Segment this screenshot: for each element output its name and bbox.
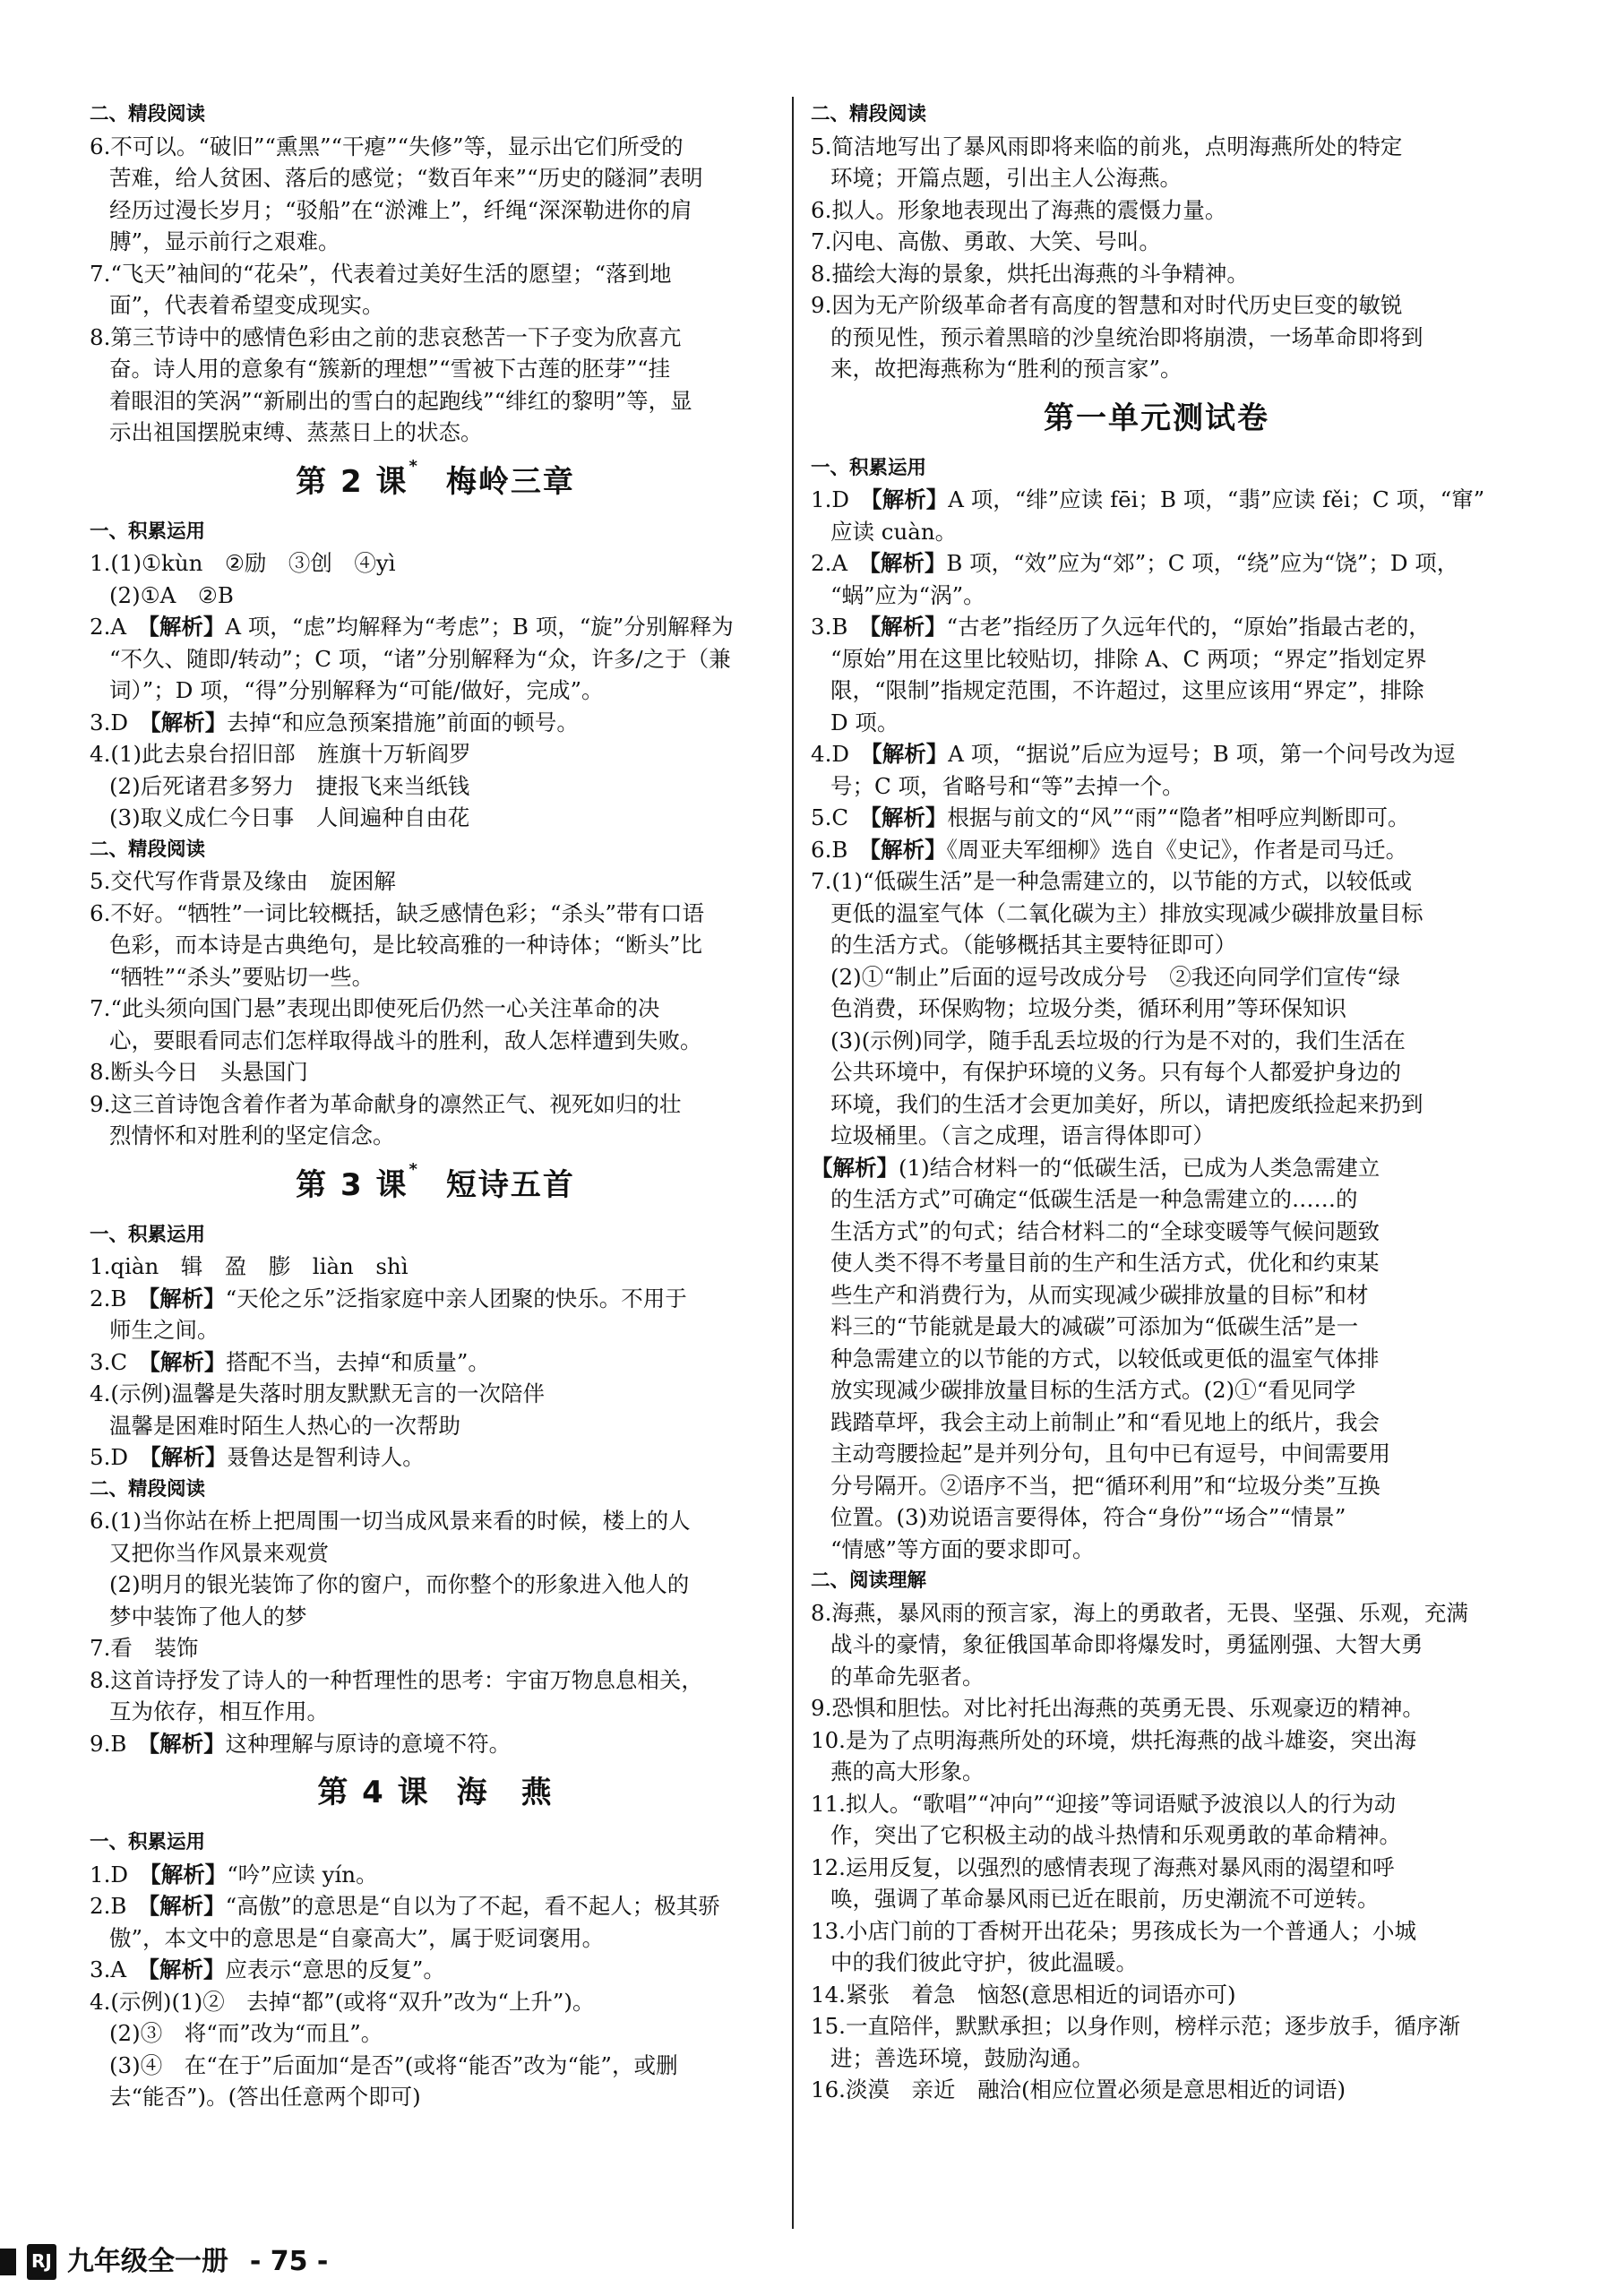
analysis-tag: 【解析】 <box>871 741 949 767</box>
answer-subitem <box>811 961 1502 1025</box>
answer-item <box>90 1859 781 1891</box>
lesson-name: 海 燕 <box>456 1775 554 1810</box>
answer-line: 4.(示例)温馨是失落时朋友默默无言的一次陪伴 <box>90 1380 545 1406</box>
answer-choice: 5.C <box>811 804 871 830</box>
answer-item <box>811 1788 1502 1852</box>
analysis-tag: 【解析】 <box>869 550 947 576</box>
answer-item <box>811 865 1502 961</box>
lesson-title <box>90 449 781 516</box>
answer-line: 6.不可以。“破旧”“熏黑”“干瘪”“失修”等，显示出它们所受的 <box>90 133 684 159</box>
analysis-tag: 【解析】 <box>148 1285 226 1311</box>
answer-line: 示出祖国摆脱束缚、蒸蒸日上的状态。 <box>109 419 483 445</box>
answer-line: 环境，我们的生活才会更加美好，所以，请把废纸捡起来扔到 <box>830 1090 1423 1117</box>
answer-item <box>90 1728 781 1760</box>
answer-line: 5.交代写作背景及缘由 旋困解 <box>90 868 396 894</box>
answer-choice: 1.D <box>811 486 872 512</box>
answer-item <box>90 898 781 993</box>
answer-line: 经历过漫长岁月；“驳船”在“淤滩上”，纤绳“深深勒进你的肩 <box>109 196 692 223</box>
lesson-title <box>90 1152 781 1219</box>
answer-line-row <box>811 738 1502 770</box>
lesson-name: 梅岭三章 <box>445 463 575 500</box>
answer-item <box>811 1597 1502 1693</box>
analysis-tag: 【解析】 <box>150 1444 228 1470</box>
answer-item <box>811 484 1502 547</box>
answer-line: 又把你当作风景来观赏 <box>109 1539 329 1566</box>
answer-line: 梦中装饰了他人的梦 <box>109 1603 307 1630</box>
answer-line: 4.(1)此去泉台招旧部 旌旗十万斩阎罗 <box>90 741 471 767</box>
answer-line-row <box>811 611 1502 643</box>
answer-subitem <box>90 802 781 834</box>
answer-subitem <box>90 2017 781 2050</box>
answer-item <box>90 322 781 449</box>
answer-line: 燕的高大形象。 <box>830 1759 985 1784</box>
answer-item <box>90 1664 781 1728</box>
answer-line: “蜗”应为“涡”。 <box>830 581 985 608</box>
answer-line: 的生活方式”可确定“低碳生活是一种急需建立的……的 <box>830 1186 1358 1212</box>
answer-line: “高傲”的意思是“自以为了不起，看不起人；极其骄 <box>225 1893 720 1919</box>
answer-line: 6.(1)当你站在桥上把周围一切当成风景来看的时候，楼上的人 <box>90 1508 691 1534</box>
analysis-tag: 【解析】 <box>150 709 228 735</box>
answer-line: 7.“飞天”袖间的“花朵”，代表着过美好生活的愿望；“落到地 <box>90 260 672 287</box>
answer-line: 12.运用反复，以强烈的感情表现了海燕对暴风雨的渴望和呼 <box>811 1853 1395 1880</box>
answer-choice: 5.D <box>90 1444 151 1470</box>
answer-item <box>811 131 1502 194</box>
answer-subitem <box>90 580 781 612</box>
answer-line: 战斗的豪情，象征俄国革命即将爆发时，勇猛刚强、大智大勇 <box>830 1631 1423 1657</box>
analysis-tag: 【解析】 <box>870 804 948 830</box>
answer-line: 9.这三首诗饱含着作者为革命献身的凛然正气、视死如归的壮 <box>90 1090 682 1117</box>
analysis-tag: 【解析】 <box>149 1348 227 1375</box>
right-column <box>811 99 1502 2106</box>
answer-line: 公共环境中，有保护环境的义务。只有每个人都爱护身边的 <box>830 1059 1401 1085</box>
answer-line: 些生产和消费行为，从而实现减少碳排放量的目标”和材 <box>830 1281 1369 1308</box>
answer-line: 互为依存，相互作用。 <box>109 1698 329 1724</box>
self-study-mark-icon: * <box>409 1159 419 1179</box>
answer-line: 色彩，而本诗是古典绝句，是比较高雅的一种诗体；“断头”比 <box>109 932 703 958</box>
answer-line: 垃圾桶里。（言之成理，语言得体即可） <box>830 1122 1215 1148</box>
answer-line: 料三的“节能就是最大的减碳”可添加为“低碳生活”是一 <box>830 1313 1359 1339</box>
answer-line: 中的我们彼此守护，彼此温暖。 <box>830 1949 1138 1975</box>
subject-mark-icon <box>0 2249 16 2275</box>
answer-subitem <box>90 2050 781 2113</box>
answer-line: 5.简洁地写出了暴风雨即将来临的前兆，点明海燕所处的特定 <box>811 133 1403 159</box>
answer-item <box>811 226 1502 258</box>
answer-line: 应表示“意思的反复”。 <box>225 1956 445 1982</box>
answer-line: 7.闪电、高傲、勇敢、大笑、号叫。 <box>811 228 1161 254</box>
answer-line: (2)①A ②B <box>109 581 234 608</box>
analysis-tag: 【解析】 <box>871 486 949 512</box>
answer-line: 号；C 项，省略号和“等”去掉一个。 <box>830 772 1184 799</box>
answer-line: 7.(1)“低碳生活”是一种急需建立的，以节能的方式，以较低或 <box>811 868 1413 894</box>
answer-line: 膊”，显示前行之艰难。 <box>109 228 340 254</box>
left-column <box>90 99 781 2113</box>
section-heading: 一、积累运用 <box>90 1223 206 1246</box>
answer-line: 环境；开篇点题，引出主人公海燕。 <box>830 165 1182 191</box>
answer-item <box>90 611 781 707</box>
section-heading: 二、阅读理解 <box>811 1569 927 1592</box>
answer-line: (3)④ 在“在于”后面加“是否”(或将“能否”改为“能”，或删 <box>109 2051 678 2078</box>
answer-line: 搭配不当，去掉“和质量”。 <box>226 1348 490 1375</box>
answer-item <box>90 1378 781 1410</box>
answer-line: “情感”等方面的要求即可。 <box>830 1535 1095 1562</box>
answer-choice: 4.D <box>811 741 872 767</box>
lesson-title <box>811 385 1502 452</box>
answer-line: 15.一直陪伴，默默承担；以身作则，榜样示范；逐步放手，循序渐 <box>811 2013 1460 2039</box>
answer-line: 6.不好。“牺牲”一词比较概括，缺乏感情色彩；“杀头”带有口语 <box>90 899 704 926</box>
answer-line: 的革命先驱者。 <box>830 1663 985 1690</box>
answer-line-row <box>90 1954 781 1986</box>
analysis-tag: 【解析】 <box>869 614 947 640</box>
answer-choice: 2.B <box>90 1285 149 1311</box>
answer-line: 践踏草坪，我会主动上前制止”和“看见地上的纸片，我会 <box>830 1408 1380 1435</box>
answer-choice: 1.D <box>90 1861 151 1888</box>
answer-choice: 3.C <box>90 1348 150 1375</box>
answer-item <box>90 258 781 322</box>
answer-line: 9.恐惧和胆怯。对比衬托出海燕的英勇无畏、乐观豪迈的精神。 <box>811 1695 1424 1721</box>
answer-line: 生活方式”的句式；结合材料二的“全球变暖等气候问题致 <box>830 1217 1380 1244</box>
answer-line: 烈情怀和对胜利的坚定信念。 <box>109 1122 395 1148</box>
answer-line: 更低的温室气体（二氧化碳为主）排放实现减少碳排放量目标 <box>830 899 1423 926</box>
analysis-tag: 【解析】 <box>148 614 226 640</box>
answer-line: 种急需建立的以节能的方式，以较低或更低的温室气体排 <box>830 1345 1380 1372</box>
answer-line: 这种理解与原诗的意境不符。 <box>225 1730 512 1757</box>
answer-choice: 3.B <box>811 614 870 640</box>
answer-item <box>90 1505 781 1569</box>
answer-line: 10.是为了点明海燕所处的环境，烘托海燕的战斗雄姿，突出海 <box>811 1726 1416 1753</box>
answer-line-row <box>811 1152 1502 1184</box>
answer-line: 位置。(3)劝说语言要得体，符合“身份”“场合”“情景” <box>830 1504 1346 1530</box>
answer-line: A 项，“据说”后应为逗号；B 项，第一个问号改为逗 <box>948 741 1456 767</box>
answer-item <box>90 1890 781 1954</box>
answer-line: 的预见性，预示着黑暗的沙皇统治即将崩溃，一场革命即将到 <box>830 323 1423 350</box>
answer-item <box>811 2074 1502 2106</box>
grade-label: 九年级全一册 <box>66 2246 228 2278</box>
answer-line: 温馨是困难时陌生人热心的一次帮助 <box>109 1412 460 1439</box>
answer-item <box>90 865 781 898</box>
answer-line: 8.这首诗抒发了诗人的一种哲理性的思考：宇宙万物息息相关， <box>90 1666 703 1693</box>
answer-line: (2)后死诸君多努力 捷报飞来当纸钱 <box>109 772 470 799</box>
answer-line: 去掉“和应急预案措施”前面的顿号。 <box>227 709 579 735</box>
answer-line: 进；善选环境，鼓励沟通。 <box>830 2044 1094 2071</box>
answer-line: 唤，强调了革命暴风雨已近在眼前，历史潮流不可逆转。 <box>830 1886 1380 1912</box>
answer-line: 傲”，本文中的意思是“自豪高大”，属于贬词褒用。 <box>109 1924 605 1951</box>
answer-item <box>811 2010 1502 2074</box>
answer-line: 心，要眼看同志们怎样取得战斗的胜利，敌人怎样遭到失败。 <box>109 1027 702 1053</box>
page-footer <box>0 2244 328 2280</box>
answer-item <box>811 1979 1502 2011</box>
answer-line: 14.紧张 着急 恼怒(意思相近的词语亦可) <box>811 1981 1236 2008</box>
analysis-tag: 【解析】 <box>811 1154 899 1181</box>
answer-line: (3)(示例)同学，随手乱丢垃圾的行为是不对的，我们生活在 <box>830 1027 1406 1053</box>
answer-line: 使人类不得不考量目前的生产和生活方式，优化和约束某 <box>830 1250 1380 1276</box>
answer-line: 苦难，给人贫困、落后的感觉；“数百年来”“历史的隧洞”表明 <box>109 165 703 191</box>
answer-line: 4.(示例)(1)② 去掉“都”(或将“双升”改为“上升”)。 <box>90 1988 595 2015</box>
answer-item <box>811 611 1502 738</box>
answer-item <box>811 1915 1502 1979</box>
answer-line: 应读 cuàn。 <box>830 518 958 545</box>
answer-line: 1.(1)①kùn ②励 ③创 ④yì <box>90 550 396 576</box>
answer-line: 6.拟人。形象地表现出了海燕的震慑力量。 <box>811 196 1227 223</box>
answer-line: 面”，代表着希望变成现实。 <box>109 292 384 318</box>
answer-line: (2)①“制止”后面的逗号改成分号 ②我还向同学们宣传“绿 <box>830 963 1400 990</box>
answer-line: “牺牲”“杀头”要贴切一些。 <box>109 963 374 990</box>
section-heading: 一、积累运用 <box>90 1831 206 1853</box>
answer-line: “吟”应读 yín。 <box>227 1861 378 1888</box>
answer-choice: 2.A <box>90 614 149 640</box>
answer-item <box>811 194 1502 227</box>
answer-item <box>90 1986 781 2018</box>
answer-line: 16.淡漠 亲近 融洽(相应位置必须是意思相近的词语) <box>811 2077 1346 2103</box>
answer-line: 来，故把海燕称为“胜利的预言家”。 <box>830 356 1183 382</box>
answer-item <box>811 1852 1502 1915</box>
answer-line-row <box>90 611 781 643</box>
section-heading: 二、精段阅读 <box>90 838 206 861</box>
answer-item <box>90 993 781 1056</box>
answer-line: 7.看 装饰 <box>90 1635 199 1661</box>
answer-line: 8.第三节诗中的感情色彩由之前的悲哀愁苦一下子变为欣喜亢 <box>90 323 682 350</box>
answer-item <box>90 1283 781 1346</box>
lesson-title <box>90 1759 781 1827</box>
answer-line: “天伦之乐”泛指家庭中亲人团聚的快乐。不用于 <box>225 1285 687 1311</box>
lesson-number: 第一单元测试卷 <box>1044 400 1269 436</box>
answer-choice: 2.A <box>811 550 870 576</box>
self-study-mark-icon: * <box>409 456 419 476</box>
edition-badge: RJ <box>27 2244 56 2280</box>
section-heading: 一、积累运用 <box>811 456 927 479</box>
answer-line-row <box>90 1728 781 1760</box>
answer-item <box>90 547 781 580</box>
answer-choice: 3.A <box>90 1956 149 1982</box>
answer-line: 去“能否”)。(答出任意两个即可) <box>109 2084 421 2110</box>
lesson-number: 第 4 课 <box>317 1775 430 1810</box>
answer-item <box>811 289 1502 385</box>
answer-item <box>90 1251 781 1283</box>
answer-line: 8.海燕，暴风雨的预言家，海上的勇敢者，无畏、坚强、乐观，充满 <box>811 1599 1468 1626</box>
answer-line: 根据与前文的“风”“雨”“隐者”相呼应判断即可。 <box>947 804 1410 830</box>
answer-line-row <box>90 707 781 739</box>
section-heading: 二、精段阅读 <box>90 103 206 125</box>
section-heading: 二、精段阅读 <box>811 103 927 125</box>
answer-line: 的生活方式。（能够概括其主要特征即可） <box>830 932 1237 958</box>
answer-line: “古老”指经历了久远年代的，“原始”指最古老的， <box>946 614 1431 640</box>
answer-line: 色消费，环保购物；垃圾分类，循环利用”等环保知识 <box>830 995 1347 1021</box>
answer-line: (2)明月的银光装饰了你的窗户，而你整个的形象进入他人的 <box>109 1571 690 1597</box>
answer-line: A 项，“绯”应读 fēi；B 项，“翡”应读 fěi；C 项，“窜” <box>948 486 1485 512</box>
answer-item <box>811 258 1502 290</box>
lesson-name: 短诗五首 <box>445 1166 575 1203</box>
answer-item <box>811 738 1502 802</box>
answer-line: 主动弯腰捡起”是并列分句，且句中已有逗号，中间需要用 <box>830 1440 1391 1466</box>
answer-line-row <box>90 1441 781 1474</box>
section-heading: 二、精段阅读 <box>90 1477 206 1501</box>
answer-item <box>90 1632 781 1664</box>
answer-line-row <box>90 1346 781 1379</box>
answer-item <box>811 547 1502 611</box>
lesson-number: 第 3 课 <box>296 1166 409 1203</box>
analysis-tag: 【解析】 <box>148 1956 226 1982</box>
answer-choice: 9.B <box>90 1730 149 1757</box>
answer-line-row <box>90 1890 781 1922</box>
answer-line: 13.小店门前的丁香树开出花朵；男孩成长为一个普通人；小城 <box>811 1917 1416 1944</box>
answer-line-row <box>90 1283 781 1315</box>
answer-line: 分号隔开。②语序不当，把“循环利用”和“垃圾分类”互换 <box>830 1472 1380 1499</box>
answer-line-row <box>90 1859 781 1891</box>
answer-item <box>811 802 1502 834</box>
column-divider <box>792 97 794 2229</box>
lesson-number: 第 2 课 <box>296 463 409 500</box>
answer-line: 限，“限制”指规定范围，不许超过，这里应该用“界定”，排除 <box>830 677 1424 703</box>
answer-item <box>811 1724 1502 1788</box>
answer-item <box>90 707 781 739</box>
answer-item <box>90 738 781 770</box>
answer-line-row <box>811 834 1502 866</box>
answer-choice: 2.B <box>90 1893 149 1919</box>
answer-choice: 6.B <box>811 836 870 863</box>
answer-line: (2)③ 将“而”改为“而且”。 <box>109 2020 383 2046</box>
answer-item <box>90 1088 781 1152</box>
answer-subitem <box>811 1025 1502 1152</box>
answer-subitem <box>90 1569 781 1632</box>
answer-line: 1.qiàn 辑 盈 膨 liàn shì <box>90 1253 409 1279</box>
answer-line: 11.拟人。“歌唱”“冲向”“迎接”等词语赋予波浪以人的行为动 <box>811 1790 1397 1817</box>
answer-line: (1)结合材料一的“低碳生活，已成为人类急需建立 <box>899 1154 1380 1181</box>
answer-item <box>811 1152 1502 1566</box>
section-heading: 一、积累运用 <box>90 520 206 543</box>
answer-line: 《周亚夫军细柳》选自《史记》，作者是司马迁。 <box>946 836 1408 863</box>
answer-line: 奋。诗人用的意象有“簇新的理想”“雪被下古莲的胚芽”“挂 <box>109 356 671 382</box>
analysis-tag: 【解析】 <box>869 836 947 863</box>
answer-line: A 项，“虑”均解释为“考虑”；B 项，“旋”分别解释为 <box>225 614 734 640</box>
answer-line: 着眼泪的笑涡”“新刷出的雪白的起跑线”“绯红的黎明”等，显 <box>109 387 692 414</box>
answer-line: 词）”；D 项，“得”分别解释为“可能/做好，完成”。 <box>109 677 604 703</box>
answer-item <box>90 1954 781 1986</box>
answer-line: “原始”用在这里比较贴切，排除 A、C 两项；“界定”指划定界 <box>830 645 1427 672</box>
answer-line-row <box>811 484 1502 516</box>
answer-line: (3)取义成仁今日事 人间遍种自由花 <box>109 804 470 830</box>
answer-line: 8.断头今日 头悬国门 <box>90 1059 308 1085</box>
analysis-tag: 【解析】 <box>150 1861 228 1888</box>
answer-line: 9.因为无产阶级革命者有高度的智慧和对时代历史巨变的敏锐 <box>811 292 1403 318</box>
answer-line: 放实现减少碳排放量目标的生活方式。(2)①“看见同学 <box>830 1377 1356 1403</box>
answer-item <box>90 131 781 258</box>
answer-subitem <box>90 1410 781 1442</box>
answer-subitem <box>90 770 781 803</box>
answer-line-row <box>811 802 1502 834</box>
answer-line: 8.描绘大海的景象，烘托出海燕的斗争精神。 <box>811 260 1249 287</box>
analysis-tag: 【解析】 <box>148 1730 226 1757</box>
answer-item <box>90 1441 781 1474</box>
answer-choice: 3.D <box>90 709 151 735</box>
answer-item <box>90 1056 781 1088</box>
answer-item <box>811 1692 1502 1724</box>
answer-line: 师生之间。 <box>109 1317 219 1343</box>
answer-line: 7.“此头须向国门悬”表现出即使死后仍然一心关注革命的决 <box>90 995 660 1021</box>
page-number: - 75 - <box>249 2246 329 2278</box>
answer-line-row <box>811 547 1502 580</box>
answer-item <box>90 1346 781 1379</box>
answer-line: “不久、随即/转动”；C 项，“诸”分别解释为“众，许多/之于（兼 <box>109 645 731 672</box>
answer-line: D 项。 <box>830 709 899 735</box>
answer-line: 作，突出了它积极主动的战斗热情和乐观勇敢的革命精神。 <box>830 1822 1401 1848</box>
analysis-tag: 【解析】 <box>148 1893 226 1919</box>
answer-line: 聂鲁达是智利诗人。 <box>227 1444 425 1470</box>
answer-item <box>811 834 1502 866</box>
answer-line: B 项，“效”应为“郊”；C 项，“绕”应为“饶”；D 项， <box>946 550 1459 576</box>
